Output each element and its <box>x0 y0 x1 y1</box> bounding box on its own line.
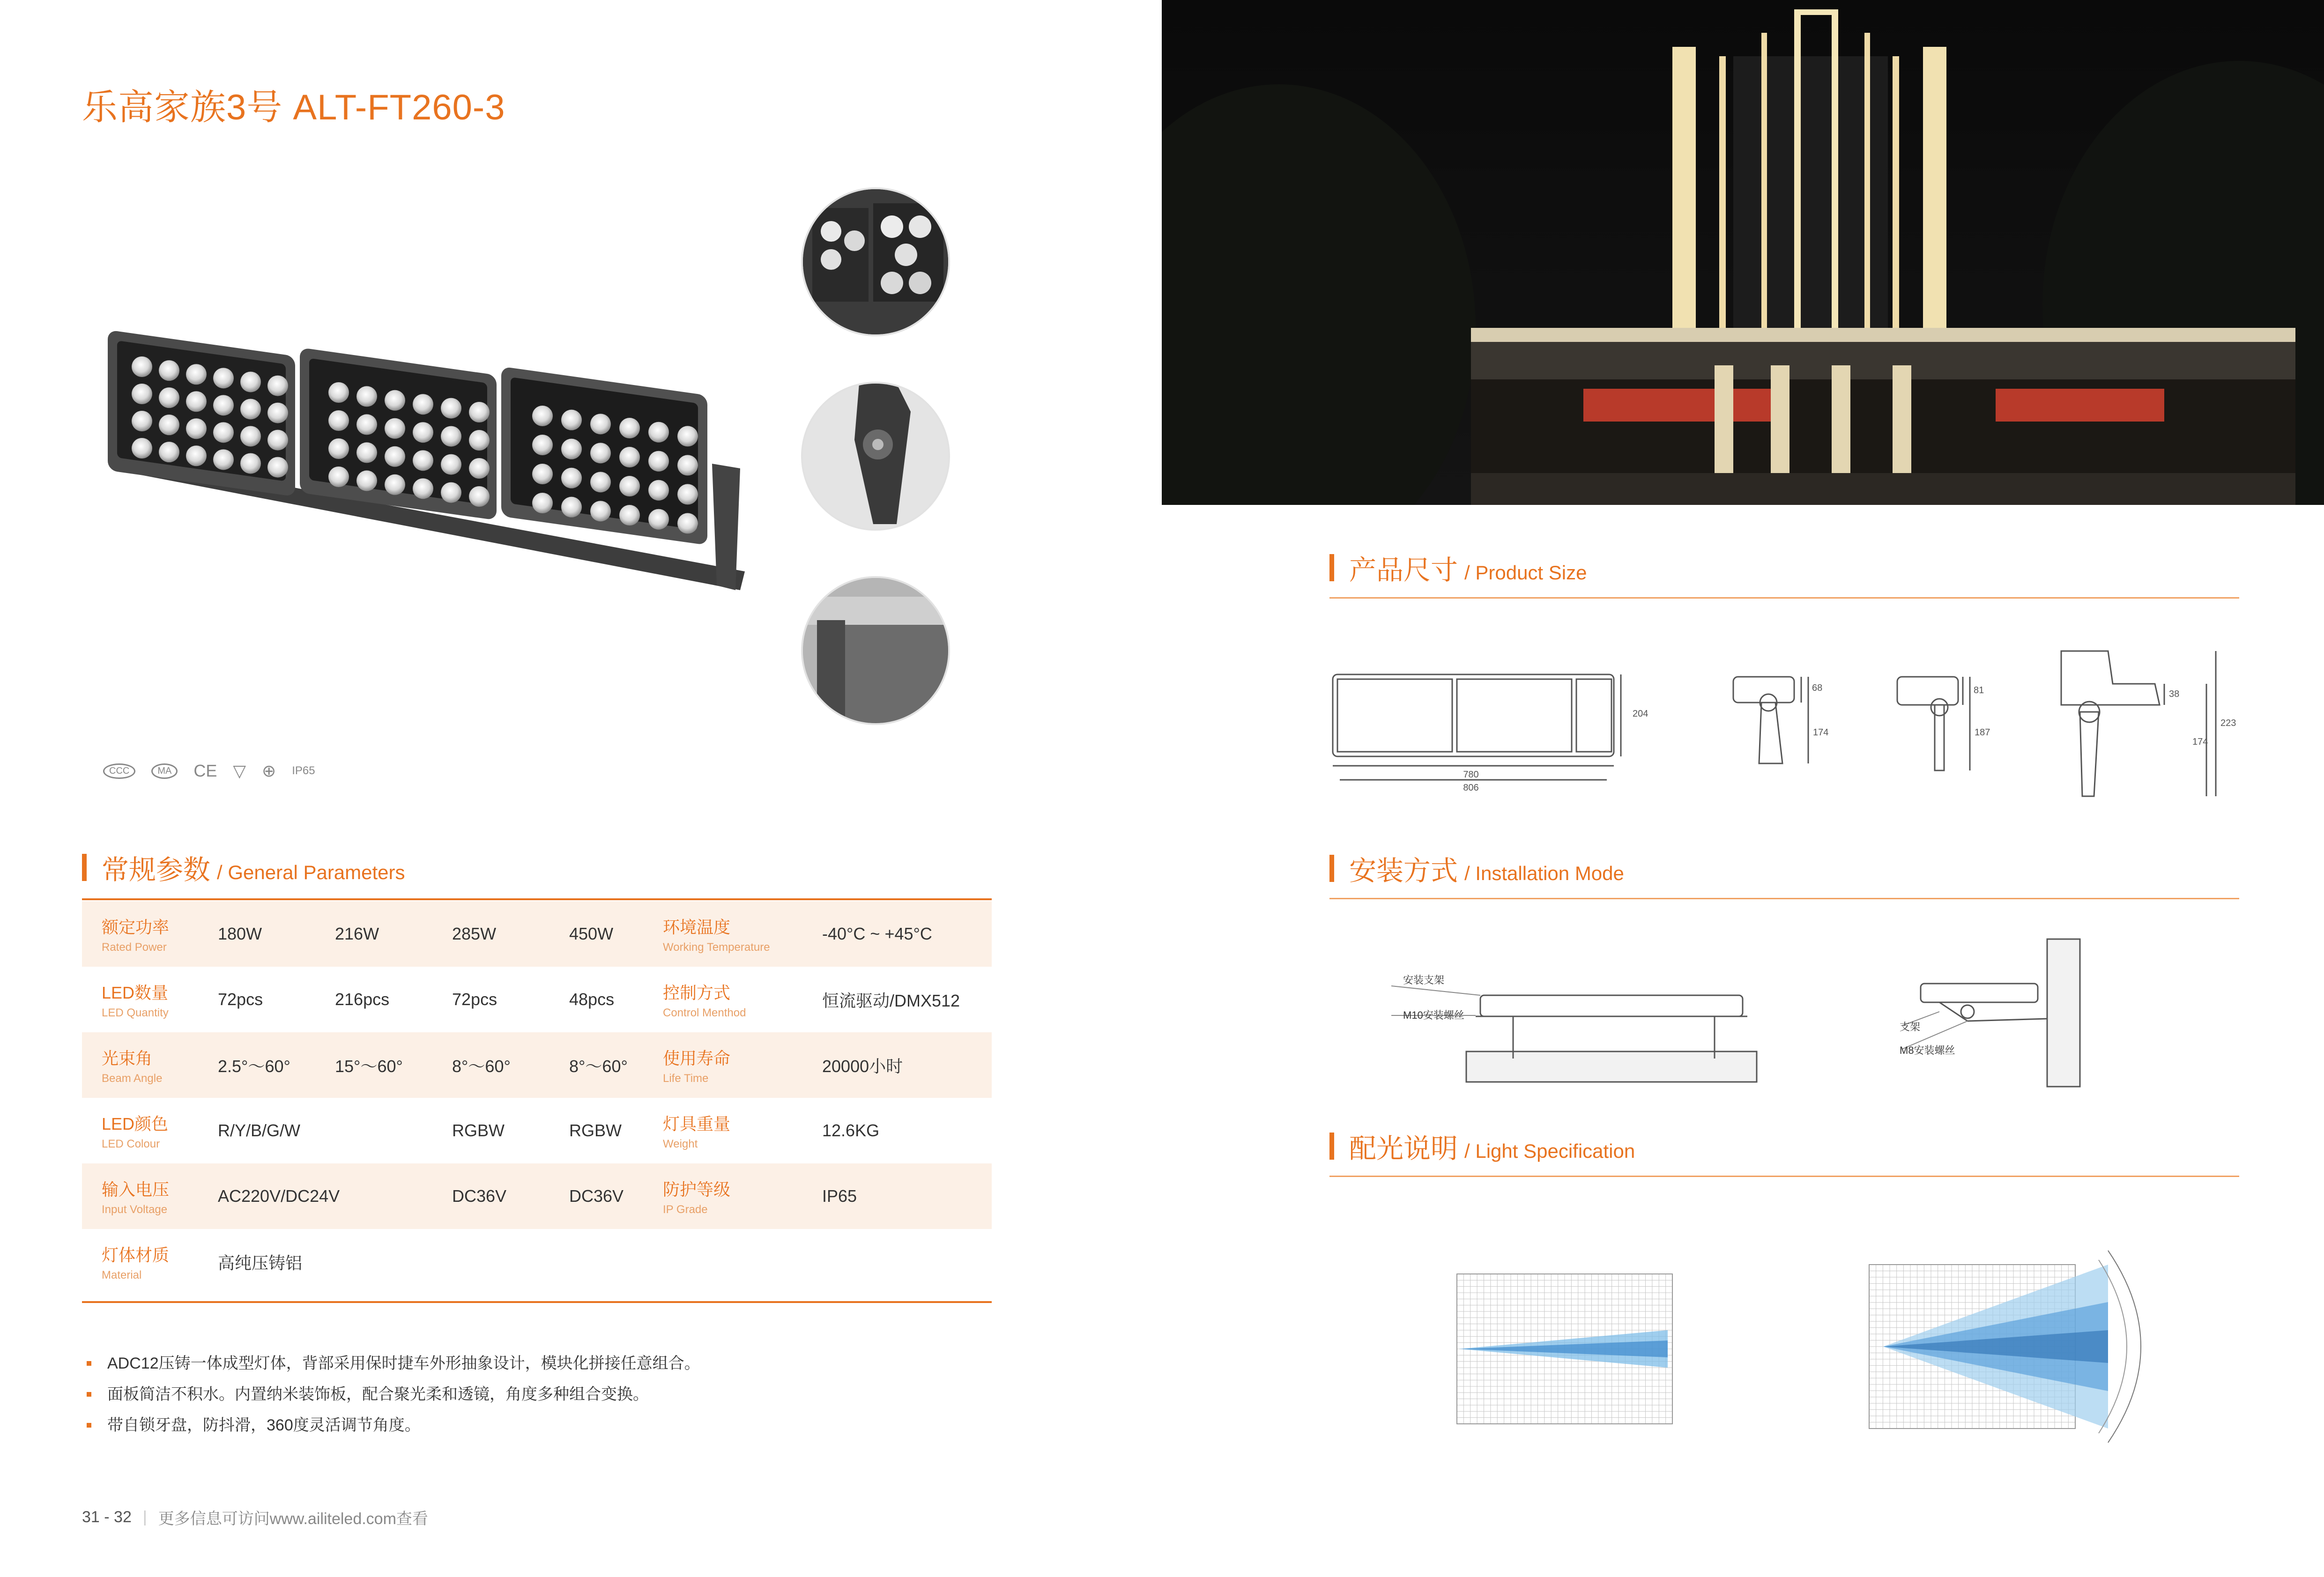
led-lens <box>267 403 288 423</box>
dim-width-inner: 780 <box>1463 770 1479 780</box>
led-lens <box>132 384 152 404</box>
led-lens <box>328 438 349 459</box>
led-lens <box>132 411 152 431</box>
param-label: LED颜色 <box>102 1114 169 1133</box>
led-lens <box>648 509 669 530</box>
led-lens <box>213 368 234 388</box>
led-lens <box>619 505 640 526</box>
led-lens <box>213 449 234 470</box>
param-value: -40°C ~ +45°C <box>822 924 932 943</box>
page-footer: 31 - 32 | 更多信息可访问www.ailiteled.com查看 <box>82 1506 428 1529</box>
detail-image-housing <box>801 576 950 725</box>
led-lens <box>648 451 669 472</box>
param-value <box>822 1229 992 1295</box>
product-title: 乐高家族3号 ALT-FT260-3 <box>82 88 505 127</box>
led-lens <box>561 497 582 518</box>
general-params-heading: 常规参数 / General Parameters <box>82 848 405 887</box>
param-value: R/Y/B/G/W <box>218 1121 301 1140</box>
ccc-icon: CCC <box>103 763 135 779</box>
feature-item: ADC12压铸一体成型灯体，背部采用保时捷车外形抽象设计，模块化拼接任意组合。 <box>87 1348 700 1379</box>
led-lens <box>159 442 179 462</box>
dim-width-outer: 806 <box>1463 783 1479 793</box>
param-label-en: Beam Angle <box>102 1072 163 1085</box>
label-m8-screw: M8安装螺丝 <box>1900 1044 1955 1056</box>
param-value: 285W <box>452 924 497 943</box>
param-label: 光束角 <box>102 1048 153 1068</box>
led-lens <box>267 457 288 478</box>
led-lens <box>413 394 433 415</box>
param-value: 180W <box>218 924 262 943</box>
page-numbers: 31 - 32 <box>82 1508 132 1526</box>
led-lens <box>186 445 207 466</box>
led-lens <box>619 418 640 438</box>
led-lens <box>590 443 611 463</box>
param-label: 环境温度 <box>663 917 731 937</box>
led-lens <box>413 422 433 443</box>
led-lens <box>561 410 582 430</box>
footer-website-text: 更多信息可访问www.ailiteled.com查看 <box>158 1510 428 1528</box>
led-lens <box>385 390 405 411</box>
param-value: DC36V <box>569 1186 624 1206</box>
param-value: 216pcs <box>335 990 390 1009</box>
param-label-en: IP Grade <box>663 1203 708 1216</box>
param-value: 8°～60° <box>569 1056 628 1076</box>
led-lens <box>677 426 698 446</box>
led-lens <box>469 486 490 507</box>
led-lens <box>532 493 553 513</box>
led-lens <box>441 482 461 503</box>
param-label: 灯具重量 <box>663 1114 731 1133</box>
led-lens <box>590 472 611 492</box>
application-photo-building-night <box>1162 0 2324 505</box>
param-label: 输入电压 <box>102 1179 170 1199</box>
led-lens <box>328 410 349 431</box>
led-lens <box>356 470 377 491</box>
param-row <box>82 1098 992 1163</box>
led-lens <box>385 446 405 467</box>
param-value <box>335 1098 452 1163</box>
dim-side1-a: 68 <box>1812 683 1823 693</box>
param-label-en: Weight <box>663 1137 698 1150</box>
triangle-mark-icon: ▽ <box>233 761 246 780</box>
param-value: 72pcs <box>452 990 497 1009</box>
param-value: 450W <box>569 924 614 943</box>
dim-front-height: 204 <box>1633 709 1648 719</box>
param-value: AC220V/DC24V <box>218 1186 340 1206</box>
param-row <box>82 1032 992 1098</box>
param-label-en: Material <box>102 1268 142 1281</box>
param-label: 防护等级 <box>663 1179 731 1199</box>
param-value <box>569 1229 663 1295</box>
ip65-label: IP65 <box>292 764 315 777</box>
param-value <box>452 1229 569 1295</box>
led-lens <box>267 376 288 396</box>
param-row <box>82 967 992 1032</box>
led-lens <box>328 466 349 487</box>
detail-image-lenses <box>801 187 950 336</box>
param-label: 额定功率 <box>102 917 170 937</box>
label-mounting-bracket: 安装支架 <box>1403 974 1445 986</box>
param-value <box>335 1163 452 1229</box>
param-value: 216W <box>335 924 379 943</box>
led-lens <box>240 453 261 474</box>
installation-heading: 安装方式 / Installation Mode <box>1329 849 1624 888</box>
feature-list <box>87 1348 700 1441</box>
led-lens <box>213 395 234 415</box>
param-value: RGBW <box>452 1121 505 1140</box>
param-label-en: Input Voltage <box>102 1203 168 1216</box>
param-value: 72pcs <box>218 990 263 1009</box>
param-value <box>335 1229 452 1295</box>
dim-side2-b: 187 <box>1975 727 1990 738</box>
led-lens <box>385 418 405 439</box>
led-lens <box>441 426 461 447</box>
param-value: 12.6KG <box>822 1121 880 1140</box>
ma-icon: MA <box>151 763 178 779</box>
led-lens <box>240 371 261 392</box>
detail-image-bracket <box>801 382 950 531</box>
led-lens <box>356 386 377 407</box>
table-bottom-rule <box>82 1301 992 1303</box>
globe-mark-icon: ⊕ <box>262 761 276 780</box>
led-lens <box>648 480 669 501</box>
led-lens <box>469 402 490 422</box>
led-lens <box>413 450 433 471</box>
feature-item: 带自锁牙盘，防抖滑，360度灵活调节角度。 <box>87 1410 700 1441</box>
product-size-drawing <box>1326 642 2244 810</box>
led-lens <box>356 414 377 435</box>
led-lens <box>159 387 179 408</box>
installation-drawing <box>1391 937 2094 1091</box>
label-support: 支架 <box>1900 1021 1921 1033</box>
led-lens <box>648 422 669 443</box>
param-value: RGBW <box>569 1121 622 1140</box>
led-lens <box>267 430 288 451</box>
param-value: 2.5°～60° <box>218 1056 290 1076</box>
param-label: LED数量 <box>102 983 169 1002</box>
led-lens <box>619 447 640 467</box>
led-lens <box>186 391 207 412</box>
led-lens <box>240 426 261 446</box>
led-lens <box>561 468 582 489</box>
led-lens <box>441 398 461 419</box>
param-row <box>82 901 992 967</box>
led-lens <box>385 474 405 495</box>
led-lens <box>677 455 698 475</box>
param-value: 20000小时 <box>822 1056 903 1076</box>
param-value: 恒流驱动/DMX512 <box>822 991 960 1010</box>
led-lens <box>132 438 152 459</box>
dim-side3-b: 174 <box>2192 737 2208 747</box>
dim-side3-c: 223 <box>2220 718 2236 728</box>
led-lens <box>413 478 433 499</box>
dim-side3-a: 38 <box>2169 689 2180 699</box>
product-size-heading: 产品尺寸 / Product Size <box>1329 548 1587 587</box>
param-value: 15°～60° <box>335 1056 403 1076</box>
param-value: IP65 <box>822 1186 857 1206</box>
heading-bar <box>82 854 87 881</box>
param-label: 控制方式 <box>663 983 731 1002</box>
param-value: 高纯压铸铝 <box>218 1253 303 1273</box>
led-lens <box>677 484 698 504</box>
led-lens <box>532 406 553 426</box>
led-lens <box>469 430 490 451</box>
led-lens <box>186 364 207 385</box>
param-label-en: LED Colour <box>102 1137 160 1150</box>
param-label-en: Control Menthod <box>663 1006 746 1019</box>
param-row <box>82 1163 992 1229</box>
param-label: 灯体材质 <box>102 1245 170 1265</box>
led-lens <box>356 442 377 463</box>
led-lens <box>132 356 152 377</box>
led-lens <box>240 399 261 419</box>
param-label-en: Working Temperature <box>663 940 770 954</box>
param-row <box>82 1229 992 1295</box>
param-label-en: Rated Power <box>102 940 167 954</box>
led-lens <box>561 439 582 459</box>
led-lens <box>590 501 611 521</box>
param-value: 48pcs <box>569 990 615 1009</box>
led-lens <box>213 422 234 443</box>
param-value: DC36V <box>452 1186 507 1206</box>
light-distribution-diagram-narrow <box>1405 1236 1696 1452</box>
general-params-table <box>82 901 992 1295</box>
param-label-en: LED Quantity <box>102 1006 169 1019</box>
ce-icon: CE <box>193 761 217 780</box>
led-lens <box>328 382 349 403</box>
product-main-image <box>94 309 750 600</box>
table-top-rule <box>82 898 992 900</box>
feature-item: 面板简洁不积水。内置纳米装饰板，配合聚光柔和透镜，角度多种组合变换。 <box>87 1379 700 1410</box>
light-spec-heading: 配光说明 / Light Specification <box>1329 1126 1635 1166</box>
param-value: 8°～60° <box>452 1056 511 1076</box>
dim-side1-b: 174 <box>1813 727 1829 738</box>
led-lens <box>590 414 611 434</box>
led-lens <box>619 476 640 496</box>
led-lens <box>186 418 207 439</box>
certification-row <box>103 761 315 781</box>
led-lens <box>469 458 490 479</box>
led-lens <box>677 513 698 533</box>
dim-side2-a: 81 <box>1974 685 1984 696</box>
led-lens <box>532 464 553 484</box>
led-lens <box>159 415 179 435</box>
light-distribution-diagram-wide <box>1818 1232 2174 1461</box>
led-lens <box>441 454 461 475</box>
led-lens <box>532 435 553 455</box>
led-lens <box>159 360 179 381</box>
label-m10-screw: M10安装螺丝 <box>1403 1009 1464 1021</box>
param-label: 使用寿命 <box>663 1048 731 1068</box>
param-label-en: Life Time <box>663 1072 709 1085</box>
